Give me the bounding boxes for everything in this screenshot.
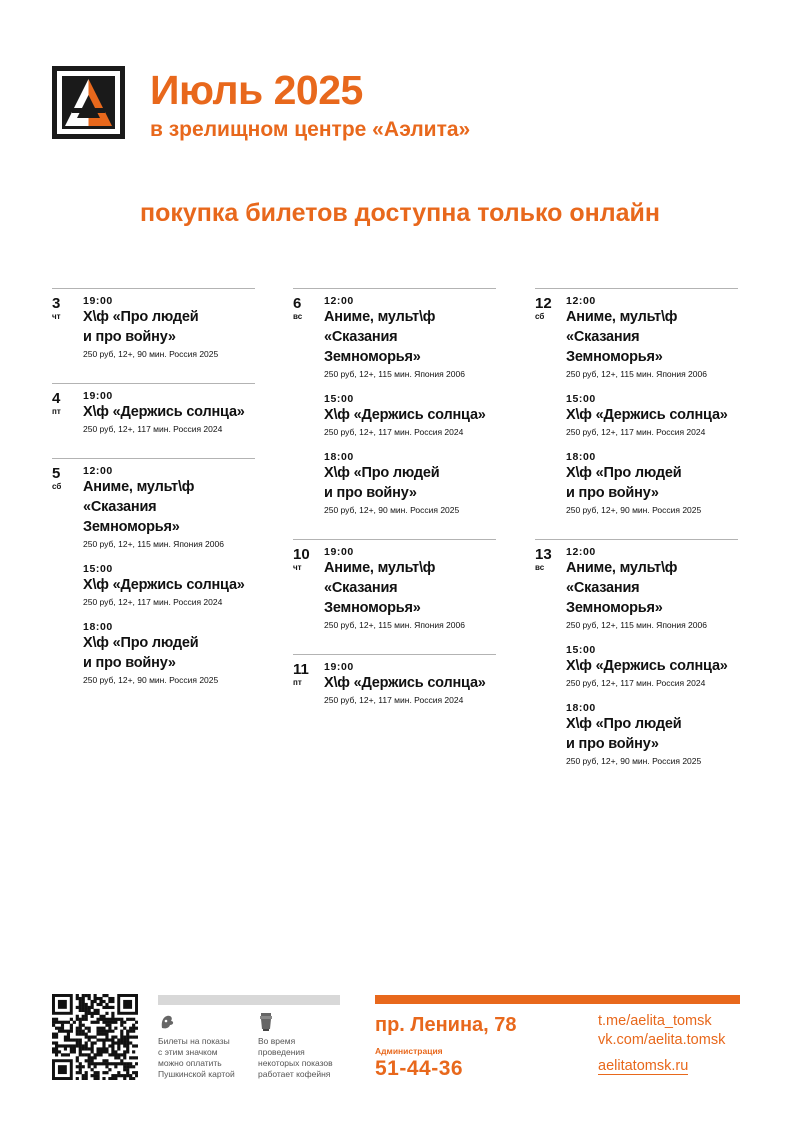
day-number: 6 [293,295,302,312]
day-date [535,547,563,572]
website-link[interactable]: aelitatomsk.ru [598,1058,689,1074]
screening-title: Х\ф «Про людей и про войну» [324,465,440,501]
day-events [324,289,496,517]
screening-time: 15:00 [83,563,113,575]
schedule-column-1 [52,288,255,709]
day-number: 3 [52,295,61,312]
screening-info: 250 руб, 12+, 90 мин. Россия 2025 [566,505,702,515]
screening-title: Аниме, мульт\ф «Сказания Земноморья» [566,560,678,616]
screening-info: 250 руб, 12+, 117 мин. Россия 2024 [324,695,464,705]
screening[interactable] [324,661,496,707]
schedule-column-2 [293,288,496,729]
day-number: 5 [52,465,61,482]
admin-label: Администрация [375,1046,443,1056]
screening[interactable] [566,546,738,632]
screening-title: Аниме, мульт\ф «Сказания Земноморья» [566,309,678,365]
phone-number[interactable]: 51-44-36 [375,1057,464,1080]
screening-time: 18:00 [324,451,354,463]
coffee-cup-icon [258,1012,274,1032]
screening-info: 250 руб, 12+, 115 мин. Япония 2006 [566,620,707,630]
day-date [52,391,80,416]
day-number: 11 [293,661,309,678]
screening-info: 250 руб, 12+, 117 мин. Россия 2024 [566,427,706,437]
screening[interactable] [324,546,496,632]
aelita-logo-icon [52,66,125,139]
day-weekday: пт [293,678,302,687]
schedule-day [52,288,255,361]
online-notice: покупка билетов доступна только онлайн [139,199,661,227]
screening-time: 19:00 [83,390,113,402]
screening-title: Х\ф «Держись солнца» [324,407,486,423]
screening-title: Х\ф «Про людей и про войну» [566,716,682,752]
screening[interactable] [83,295,255,361]
screening-time: 12:00 [324,295,354,307]
screening-time: 18:00 [83,621,113,633]
screening-title: Аниме, мульт\ф «Сказания Земноморья» [324,309,436,365]
schedule-day [293,539,496,632]
screening-title: Х\ф «Держись солнца» [83,404,245,420]
screening-info: 250 руб, 12+, 117 мин. Россия 2024 [566,678,706,688]
day-events [83,459,255,687]
footer-grey-bar [158,995,340,1005]
screening-info: 250 руб, 12+, 117 мин. Россия 2024 [83,597,223,607]
screening-time: 19:00 [83,295,113,307]
screening[interactable] [324,295,496,381]
day-weekday: пт [52,407,61,416]
qr-code-icon[interactable] [52,994,138,1080]
day-events [83,289,255,361]
day-weekday: чт [52,312,61,321]
schedule-day [52,458,255,687]
day-weekday: вс [535,563,545,572]
footer-orange-bar [375,995,740,1004]
day-date [293,296,321,321]
day-date [52,296,80,321]
screening-info: 250 руб, 12+, 115 мин. Япония 2006 [83,539,224,549]
pushkin-card-note: Билеты на показы с этим значком можно оплатить Пушкинской картой [158,1036,235,1079]
day-events [324,655,496,707]
page-title: Июль 2025 [150,67,363,113]
day-events [324,540,496,632]
day-weekday: вс [293,312,303,321]
day-date [52,466,80,491]
screening-time: 15:00 [566,644,596,656]
telegram-link[interactable]: t.me/aelita_tomsk [598,1013,712,1029]
screening-time: 15:00 [324,393,354,405]
screening[interactable] [566,393,738,439]
screening-info: 250 руб, 12+, 117 мин. Россия 2024 [324,427,464,437]
screening-title: Х\ф «Держись солнца» [324,675,486,691]
screening-info: 250 руб, 12+, 90 мин. Россия 2025 [324,505,460,515]
screening-time: 12:00 [566,295,596,307]
vk-link[interactable]: vk.com/aelita.tomsk [598,1032,726,1048]
screening-time: 19:00 [324,546,354,558]
day-date [293,547,321,572]
screening-time: 18:00 [566,451,596,463]
screening-time: 12:00 [83,465,113,477]
screening[interactable] [83,465,255,551]
screening-info: 250 руб, 12+, 90 мин. Россия 2025 [83,349,219,359]
screening-title: Аниме, мульт\ф «Сказания Земноморья» [324,560,436,616]
day-number: 13 [535,546,552,563]
page-subtitle: в зрелищном центре «Аэлита» [150,118,471,141]
day-weekday: сб [52,482,62,491]
screening-title: Аниме, мульт\ф «Сказания Земноморья» [83,479,195,535]
day-events [566,289,738,517]
day-number: 4 [52,390,61,407]
address: пр. Ленина, 78 [375,1014,517,1036]
screening-info: 250 руб, 12+, 90 мин. Россия 2025 [566,756,702,766]
schedule-day [52,383,255,436]
screening-title: Х\ф «Держись солнца» [83,577,245,593]
screening-time: 15:00 [566,393,596,405]
day-weekday: сб [535,312,545,321]
screening-title: Х\ф «Про людей и про войну» [83,635,199,671]
day-events [83,384,255,436]
screening[interactable] [566,702,738,768]
screening-info: 250 руб, 12+, 117 мин. Россия 2024 [83,424,223,434]
screening[interactable] [566,295,738,381]
schedule-day [293,654,496,707]
pushkin-card-icon [158,1012,176,1030]
screening-time: 18:00 [566,702,596,714]
day-events [566,540,738,768]
screening-info: 250 руб, 12+, 115 мин. Япония 2006 [324,369,465,379]
screening-info: 250 руб, 12+, 90 мин. Россия 2025 [83,675,219,685]
screening[interactable] [324,393,496,439]
screening-title: Х\ф «Про людей и про войну» [83,309,199,345]
schedule-day [535,288,738,517]
screening[interactable] [83,390,255,436]
screening[interactable] [83,621,255,687]
screening-info: 250 руб, 12+, 115 мин. Япония 2006 [324,620,465,630]
cafe-note: Во время проведения некоторых показов работает кофейня [258,1036,333,1079]
screening-title: Х\ф «Держись солнца» [566,658,728,674]
screening-time: 12:00 [566,546,596,558]
screening[interactable] [566,644,738,690]
screening-time: 19:00 [324,661,354,673]
day-weekday: чт [293,563,302,572]
screening-title: Х\ф «Про людей и про войну» [566,465,682,501]
schedule-day [293,288,496,517]
screening[interactable] [83,563,255,609]
screening-info: 250 руб, 12+, 115 мин. Япония 2006 [566,369,707,379]
screening[interactable] [324,451,496,517]
schedule-column-3 [535,288,738,790]
screening[interactable] [566,451,738,517]
day-date [535,296,563,321]
day-number: 10 [293,546,310,563]
schedule-day [535,539,738,768]
day-date [293,662,321,687]
screening-title: Х\ф «Держись солнца» [566,407,728,423]
day-number: 12 [535,295,552,312]
